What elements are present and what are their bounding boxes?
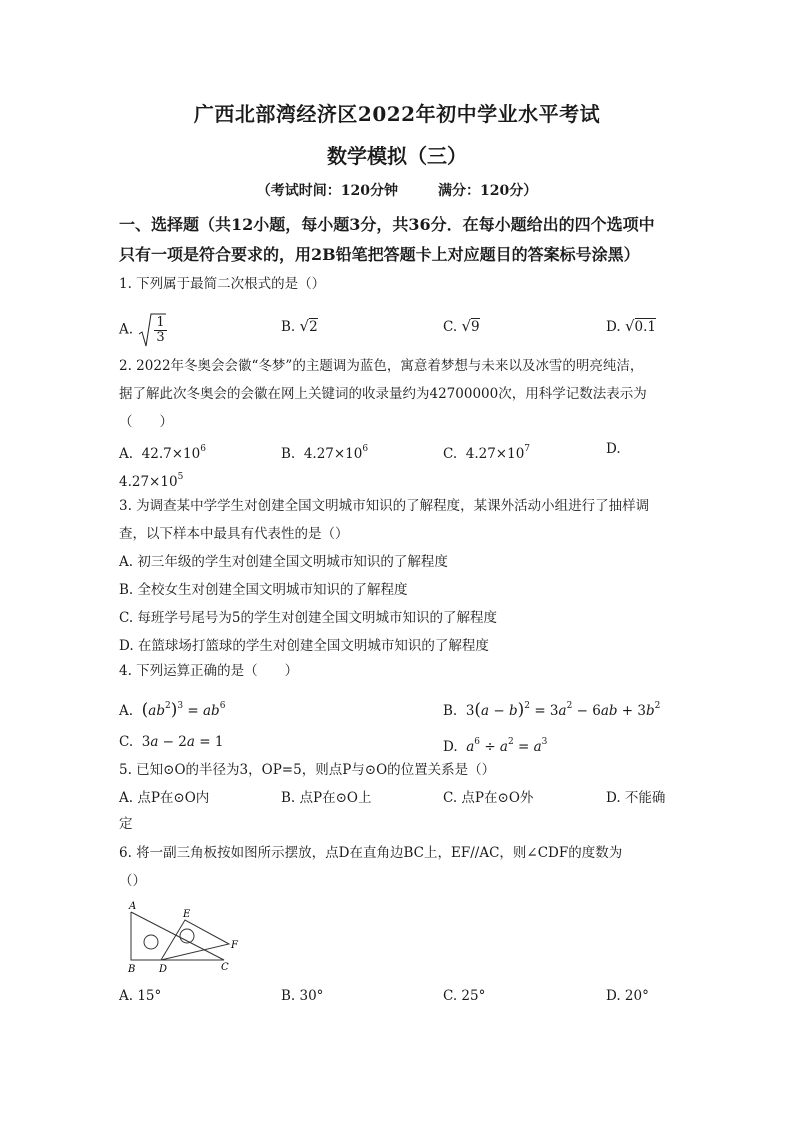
q3-option-d: D. 在篮球场打篮球的学生对创建全国文明城市知识的了解程度 [119,638,489,654]
q6-line-1: 6. 将一副三角板按如图所示摆放，点D在直角边BC上，EF//AC，则∠CDF的度数为 [119,845,623,861]
exam-title: 广西北部湾经济区2022年初中学业水平考试 [193,102,601,126]
q5-option-b: B. 点P在⊙O上 [281,790,372,806]
q2-c-exp: 7 [524,444,531,454]
q2-a-exp: 6 [200,444,206,454]
q1-a-fraction [154,316,166,345]
q2-option-a [119,437,206,466]
q5-option-d-cont: 定 [119,816,133,832]
question-2-stem [119,352,679,436]
q1-c-label: C. [443,319,458,335]
q2-a-label: A. [119,446,134,462]
q4-option-c [119,730,223,754]
q4-d-label: D. [443,739,458,755]
q2-option-c [443,437,530,466]
q5-option-a: A. 点P在⊙O内 [119,790,210,806]
q4-option-a [119,694,225,723]
question-3-stem [119,492,679,660]
q2-line-2: 据了解此次冬奥会的会徽在网上关键词的收录量约为42700000次，用科学记数法表示为 [119,386,647,402]
q1-option-c: C. √9 [443,317,480,335]
q2-c-label: C. [443,446,458,462]
q4-b-label: B. [443,703,458,719]
exam-subtitle: 数学模拟（三） [327,144,467,168]
q5-option-d: D. 不能确 [606,790,666,806]
q2-d-base: 4.27×10 [119,474,178,490]
section-heading [119,210,679,270]
q6-line-2: （） [119,873,146,889]
q3-line-2: 查，以下样本中最具有代表性的是（） [119,526,349,542]
label-f: F [231,940,238,951]
label-c: C [221,962,229,973]
q4-c-label: C. [119,734,134,750]
q5-option-c: C. 点P在⊙O外 [443,790,534,806]
triangle-abc-hole [144,935,158,949]
q3-option-b: B. 全校女生对创建全国文明城市知识的了解程度 [119,582,408,598]
q2-line-1: 2. 2022年冬奥会会徽“冬梦”的主题调为蓝色，寓意着梦想与未来以及冰雪的明亮纯洁， [119,358,644,374]
q1-b-value: 2 [309,319,318,335]
exam-score: 满分：120分） [438,183,538,199]
q2-b-base: 4.27×10 [303,446,363,462]
q2-option-b [281,437,368,466]
q6-option-c: C. 25° [443,988,486,1004]
q1-a-den: 3 [156,329,165,345]
section-line-1: 一、选择题（共12小题，每小题3分，共36分．在每小题给出的四个选项中 [119,215,655,234]
q2-b-exp: 6 [362,444,369,454]
q1-option-b: B. √2 [281,317,318,335]
q2-b-label: B. [281,446,296,462]
q6-option-d: D. 20° [606,988,649,1004]
q4-option-d [443,730,547,759]
triangle-figure [119,900,249,979]
label-b: B [128,964,136,975]
q1-a-num: 1 [156,314,165,330]
q1-d-label: D. [606,319,621,335]
q4-d-expr: $a^6 \div a^2 = a^3$ [466,737,548,755]
question-6-stem [119,839,679,895]
question-1-stem: 1. 下列属于最简二次根式的是（） [119,276,326,292]
q2-a-base: 42.7×10 [141,446,201,462]
q2-c-base: 4.27×10 [465,446,525,462]
q6-option-a: A. 15° [119,988,162,1004]
exam-time: （考试时间：120分钟 [256,183,398,199]
q1-b-label: B. [281,319,296,335]
label-a: A [129,901,137,912]
q3-option-a: A. 初三年级的学生对创建全国文明城市知识的了解程度 [119,554,448,570]
q1-option-a [119,312,167,348]
q4-a-expr: $(ab^2)^3 = ab^6$ [141,700,226,720]
q4-c-expr: 3a − 2a = 1 [141,734,224,750]
q3-line-1: 3. 为调查某中学学生对创建全国文明城市知识的了解程度，某课外活动小组进行了抽样调 [119,498,650,514]
q2-option-d-value [119,465,183,494]
triangle-abc [131,912,224,960]
q4-b-expr: $3(a - b)^2 = 3a^2 - 6ab + 3b^2$ [465,700,661,720]
q1-d-value: 0.1 [634,319,656,335]
q2-option-d-label: D. [606,441,621,457]
q6-option-b: B. 30° [281,988,324,1004]
q1-a-label: A. [119,321,134,338]
triangle-def [161,920,229,960]
label-d: D [159,964,168,975]
q2-line-3: （ ） [119,414,173,430]
q1-c-value: 9 [471,319,480,335]
question-5-stem: 5. 已知⊙O的半径为3，OP=5，则点P与⊙O的位置关系是（） [119,762,496,778]
triangle-diagram [119,900,249,975]
q3-option-c: C. 每班学号尾号为5的学生对创建全国文明城市知识的了解程度 [119,610,498,626]
question-4-stem: 4. 下列运算正确的是（ ） [119,663,299,679]
q4-option-b [443,694,660,723]
section-line-2: 只有一项是符合要求的，用2B铅笔把答题卡上对应题目的答案标号涂黑） [119,245,640,264]
q1-option-d: D. √0.1 [606,317,656,335]
q4-a-label: A. [119,703,134,719]
exam-info [0,180,794,200]
q2-d-exp: 5 [177,472,184,482]
label-e: E [183,909,191,920]
